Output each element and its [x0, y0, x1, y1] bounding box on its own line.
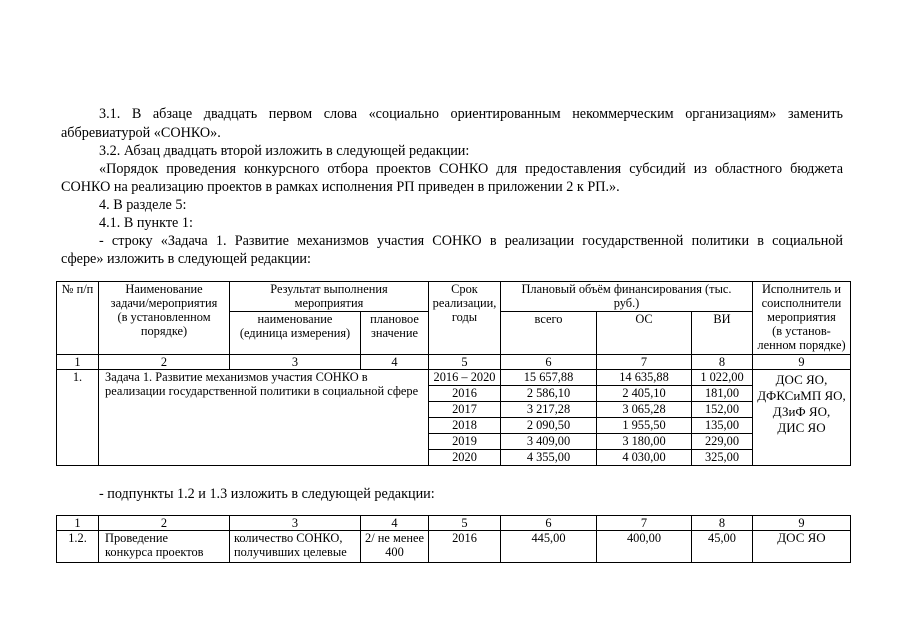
- paragraph-task-line2: сфере» изложить в следующей редакции:: [61, 251, 311, 267]
- header-result-plan: плановое значение: [361, 312, 429, 355]
- result-name: количество СОНКО, получивших целевые: [230, 531, 361, 563]
- header-name: Наименование задачи/мероприятия (в установленном порядке): [99, 282, 230, 355]
- year-cell: 2016: [429, 531, 501, 563]
- paragraph-task-line1: - строку «Задача 1. Развитие механизмов участия СОНКО в реализации государственной политики в социальной: [99, 233, 843, 249]
- vi-cell: 152,00: [692, 402, 753, 418]
- column-numbers-row: [57, 516, 851, 531]
- financing-table: [56, 281, 851, 466]
- os-cell: 3 065,28: [597, 402, 692, 418]
- col-number: 8: [692, 516, 753, 531]
- vi-cell: 229,00: [692, 434, 753, 450]
- col-number: 7: [597, 355, 692, 370]
- vi-cell: 135,00: [692, 418, 753, 434]
- activity-name: Проведение конкурса проектов: [99, 531, 230, 563]
- os-cell: 2 405,10: [597, 386, 692, 402]
- total-cell: 15 657,88: [501, 370, 597, 386]
- paragraph-3-2: 3.2. Абзац двадцать второй изложить в следующей редакции:: [99, 143, 470, 159]
- col-number: 4: [361, 355, 429, 370]
- vi-cell: 1 022,00: [692, 370, 753, 386]
- column-numbers-row: [57, 355, 851, 370]
- os-cell: 1 955,50: [597, 418, 692, 434]
- col-number: 1: [57, 516, 99, 531]
- vi-cell: 181,00: [692, 386, 753, 402]
- row-number: 1.2.: [57, 531, 99, 563]
- vi-cell: 45,00: [692, 531, 753, 563]
- paragraph-quote-line2: СОНКО на реализацию проектов в рамках исполнения РП приведен в приложении 2 к РП.».: [61, 179, 620, 195]
- header-fin-vi: ВИ: [692, 312, 753, 355]
- col-number: 6: [501, 355, 597, 370]
- year-cell: 2016: [429, 386, 501, 402]
- header-fin-total: всего: [501, 312, 597, 355]
- year-cell: 2019: [429, 434, 501, 450]
- col-number: 2: [99, 355, 230, 370]
- col-number: 9: [753, 516, 851, 531]
- col-number: 6: [501, 516, 597, 531]
- col-number: 8: [692, 355, 753, 370]
- header-executor: Исполнитель и соисполнители мероприятия (в установ- ленном порядке): [753, 282, 851, 355]
- col-number: 3: [230, 516, 361, 531]
- header-result-name: наименование (единица измерения): [230, 312, 361, 355]
- subitems-table: [56, 515, 851, 563]
- col-number: 2: [99, 516, 230, 531]
- os-cell: 3 180,00: [597, 434, 692, 450]
- paragraph-quote-line1: «Порядок проведения конкурсного отбора проектов СОНКО для предоставления субсидий из областного бюджета: [99, 161, 843, 177]
- year-cell: 2018: [429, 418, 501, 434]
- header-financing: Плановый объём финансирования (тыс. руб.): [501, 282, 753, 312]
- table-row: [57, 370, 851, 386]
- executors-cell: ДОС ЯО, ДФКСиМП ЯО, ДЗиФ ЯО, ДИС ЯО: [753, 370, 851, 466]
- col-number: 9: [753, 355, 851, 370]
- paragraph-4-1: 4.1. В пункте 1:: [99, 215, 193, 231]
- year-cell: 2017: [429, 402, 501, 418]
- year-cell: 2016 – 2020: [429, 370, 501, 386]
- col-number: 4: [361, 516, 429, 531]
- paragraph-subitems: - подпункты 1.2 и 1.3 изложить в следующей редакции:: [99, 486, 435, 502]
- total-cell: 4 355,00: [501, 450, 597, 466]
- plan-value: 2/ не менее 400: [361, 531, 429, 563]
- table-row: [57, 531, 851, 563]
- vi-cell: 325,00: [692, 450, 753, 466]
- total-cell: 3 409,00: [501, 434, 597, 450]
- total-cell: 2 090,50: [501, 418, 597, 434]
- total-cell: 445,00: [501, 531, 597, 563]
- header-fin-os: ОС: [597, 312, 692, 355]
- paragraph-3-1-line1: 3.1. В абзаце двадцать первом слова «социально ориентированным некоммерческим организациям» заменить: [99, 106, 843, 122]
- total-cell: 2 586,10: [501, 386, 597, 402]
- task-name: Задача 1. Развитие механизмов участия СОНКО в реализации государственной политики в социальной сфере: [99, 370, 429, 466]
- row-number: 1.: [57, 370, 99, 466]
- header-num: № п/п: [57, 282, 99, 355]
- col-number: 3: [230, 355, 361, 370]
- os-cell: 4 030,00: [597, 450, 692, 466]
- header-result: Результат выполнения мероприятия: [230, 282, 429, 312]
- total-cell: 3 217,28: [501, 402, 597, 418]
- year-cell: 2020: [429, 450, 501, 466]
- col-number: 5: [429, 516, 501, 531]
- paragraph-section-5: 4. В разделе 5:: [99, 197, 187, 213]
- col-number: 1: [57, 355, 99, 370]
- os-cell: 400,00: [597, 531, 692, 563]
- os-cell: 14 635,88: [597, 370, 692, 386]
- header-term: Срок реализации, годы: [429, 282, 501, 355]
- col-number: 5: [429, 355, 501, 370]
- executor-cell: ДОС ЯО: [753, 531, 851, 563]
- paragraph-3-1-line2: аббревиатурой «СОНКО».: [61, 125, 221, 141]
- col-number: 7: [597, 516, 692, 531]
